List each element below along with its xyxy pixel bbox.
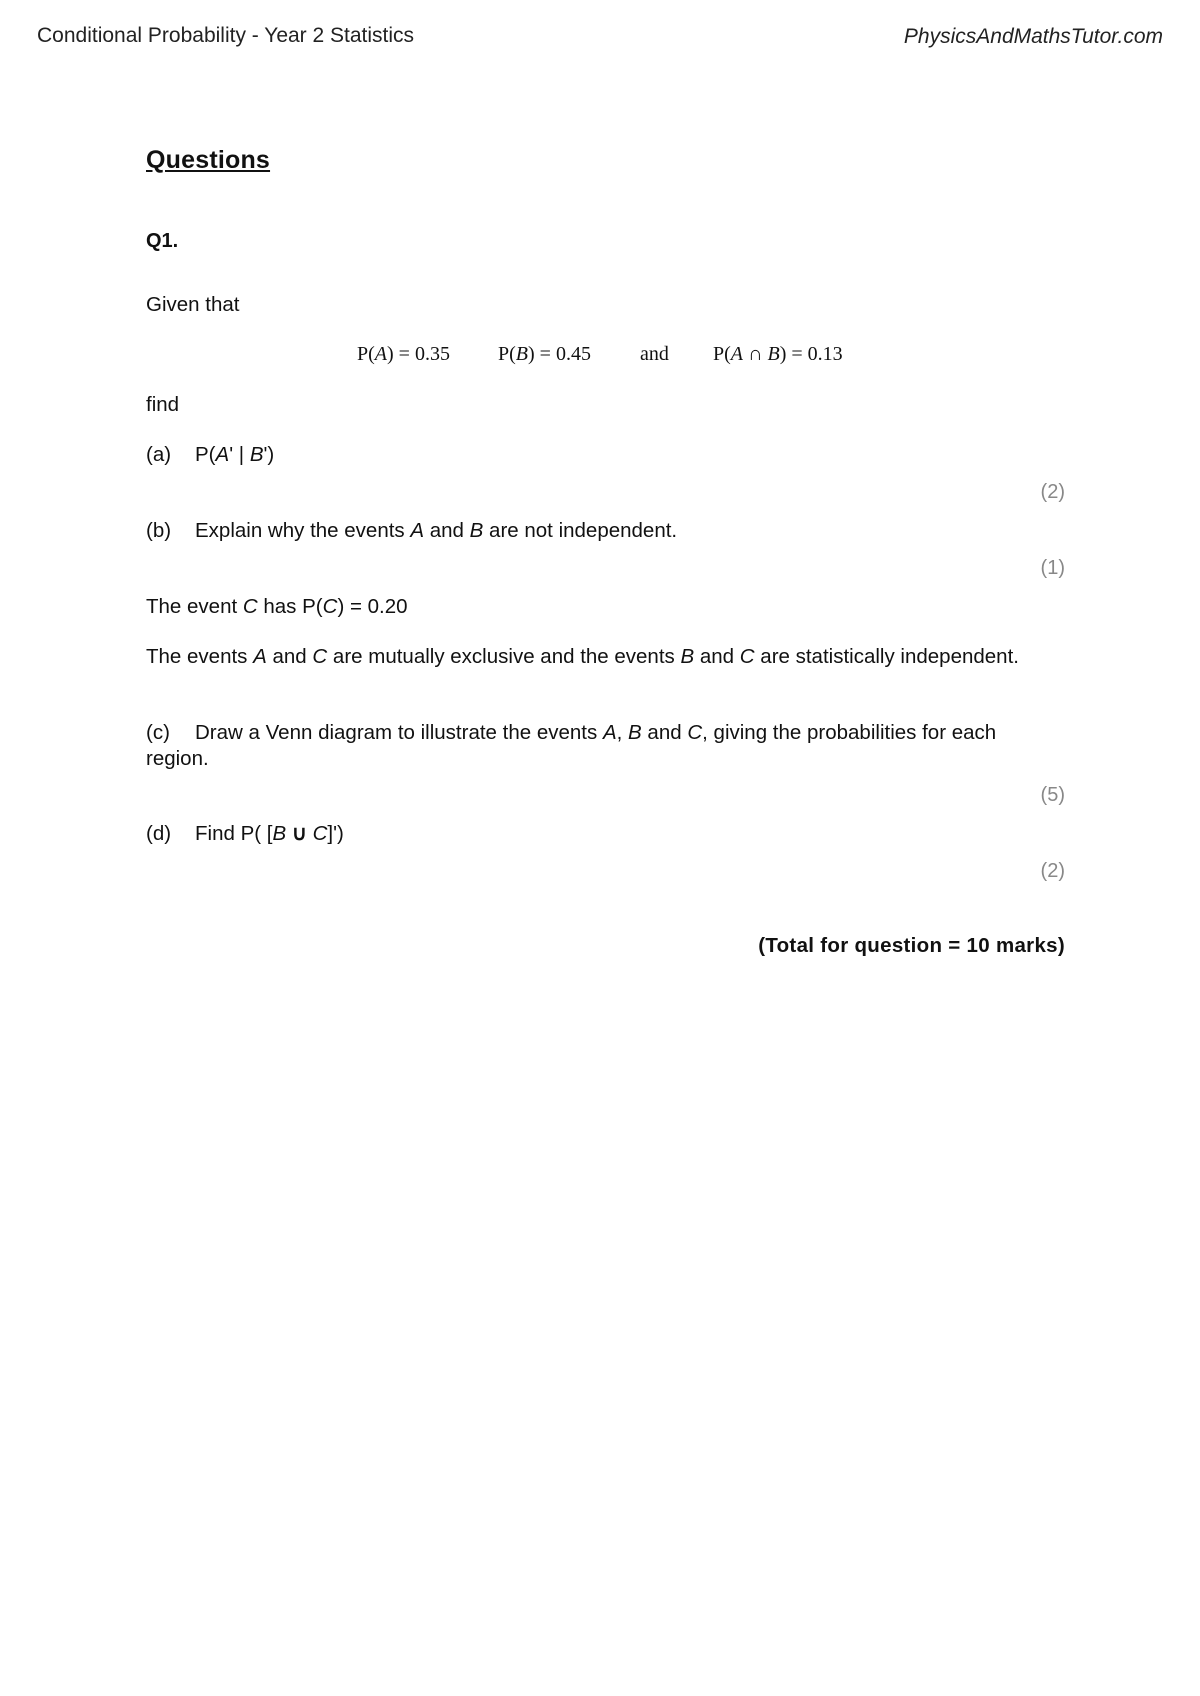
formula-pa: P(A) = 0.35	[357, 343, 450, 365]
relations-text: The events A and C are mutually exclusive and the events B and C are statistically independent.	[146, 645, 1019, 668]
part-d-label: (d)	[146, 822, 172, 845]
part-b-label: (b)	[146, 519, 172, 542]
event-c-text: The event C has P(C) = 0.20	[146, 595, 408, 618]
formula-pab: P(A ∩ B) = 0.13	[713, 343, 843, 365]
part-c-label: (c)	[146, 721, 170, 744]
part-d: (d) Find P( [B ∪ C]')	[146, 822, 344, 845]
part-a-marks: (2)	[1040, 481, 1065, 503]
part-c: (c) Draw a Venn diagram to illustrate the events A, B and C, giving the probabilities for each region.	[146, 721, 997, 770]
part-a-label: (a)	[146, 443, 172, 466]
header-title: Conditional Probability - Year 2 Statistics	[37, 24, 415, 47]
header-site: PhysicsAndMathsTutor.com	[903, 25, 1163, 48]
part-b: (b) Explain why the events A and B are not independent.	[146, 519, 678, 542]
part-c-marks: (5)	[1040, 784, 1065, 806]
formula-pb: P(B) = 0.45	[498, 343, 591, 365]
total-marks: (Total for question = 10 marks)	[758, 934, 1065, 957]
find-text: find	[146, 393, 180, 416]
page-heading: Questions	[146, 146, 271, 174]
formula-and: and	[640, 343, 669, 365]
question-number: Q1.	[146, 230, 179, 252]
part-a: (a) P(A' | B')	[146, 443, 275, 466]
part-b-marks: (1)	[1040, 557, 1065, 579]
given-that-text: Given that	[146, 293, 240, 316]
part-d-marks: (2)	[1040, 860, 1065, 882]
